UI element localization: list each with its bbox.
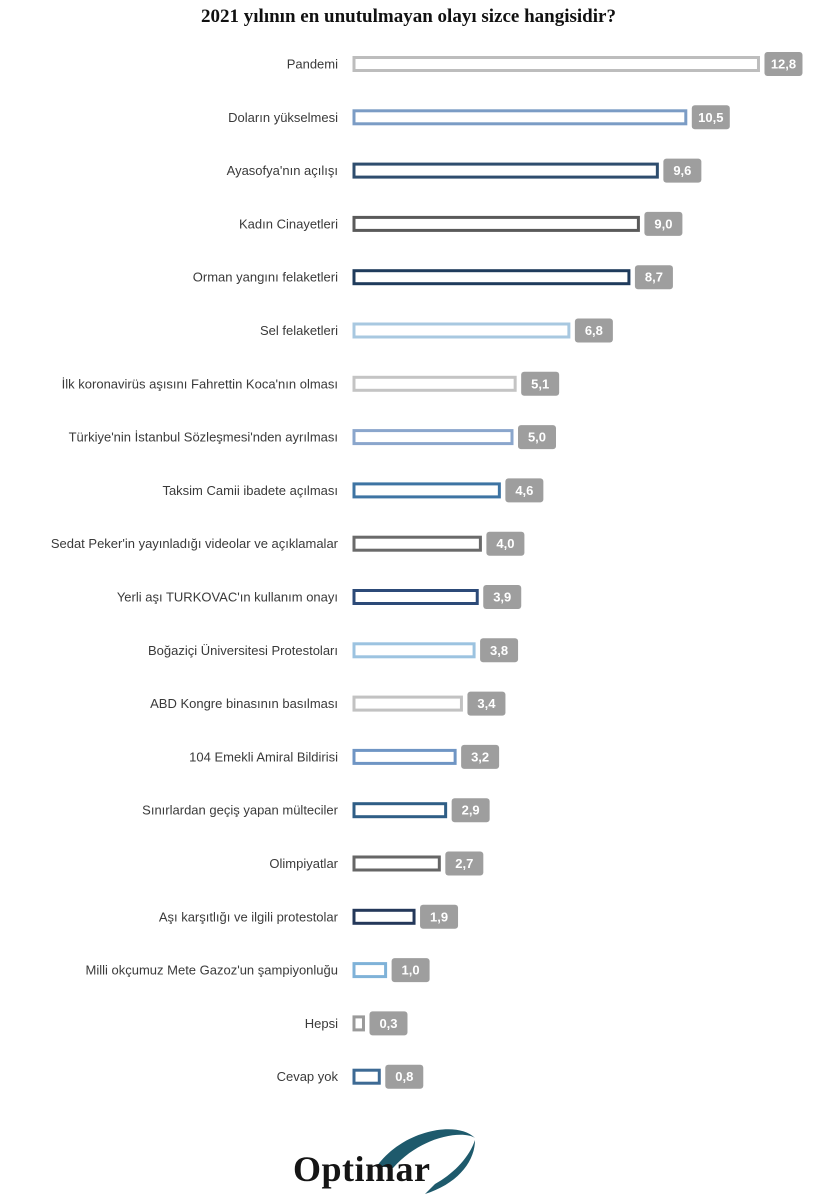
category-label: Doların yükselmesi: [228, 109, 338, 125]
bar: [354, 1017, 363, 1030]
value-label: 8,7: [644, 269, 663, 285]
value-label: 10,5: [698, 109, 724, 125]
bar: [354, 910, 414, 923]
value-label: 3,9: [493, 589, 512, 605]
category-label: ABD Kongre binasının basılması: [150, 696, 338, 712]
bar: [354, 964, 386, 977]
chart-title: 2021 yılının en unutulmayan olayı sizce hangisidir?: [201, 6, 616, 27]
value-label: 3,2: [471, 749, 490, 765]
category-label: Türkiye'nin İstanbul Sözleşmesi'nden ayrılması: [68, 429, 338, 445]
bar: [354, 58, 758, 71]
category-label: Orman yangını felaketleri: [192, 269, 338, 285]
value-label: 1,9: [430, 909, 449, 925]
bar: [354, 324, 569, 337]
bar: [354, 697, 461, 710]
value-label: 2,9: [461, 802, 480, 818]
bar: [354, 111, 686, 124]
category-label: Boğaziçi Üniversitesi Protestoları: [147, 642, 338, 658]
value-label: 5,0: [527, 429, 547, 445]
value-label: 4,0: [496, 536, 515, 552]
value-label: 6,8: [584, 323, 603, 338]
category-label: Pandemi: [286, 56, 338, 72]
category-label: Sedat Peker'in yayınladığı videolar ve açıklamalar: [50, 536, 338, 552]
bar: [354, 431, 512, 444]
value-label: 5,1: [531, 376, 550, 392]
bar: [354, 537, 480, 550]
bar: [354, 857, 439, 870]
bar: [354, 591, 477, 604]
logo-text: Optimar: [293, 1149, 431, 1189]
value-label: 12,8: [770, 56, 797, 72]
category-label: Milli okçumuz Mete Gazoz'un şampiyonluğu: [85, 962, 338, 978]
bar: [354, 377, 515, 390]
category-label: Yerli aşı TURKOVAC'ın kullanım onayı: [116, 589, 338, 605]
bar: [354, 644, 474, 657]
value-label: 3,4: [477, 696, 496, 712]
category-label: Aşı karşıtlığı ve ilgili protestolar: [158, 909, 338, 925]
value-label: 2,7: [455, 856, 474, 871]
category-label: Hepsi: [304, 1015, 338, 1031]
bar: [354, 271, 629, 284]
category-label: Cevap yok: [276, 1069, 338, 1085]
category-label: İlk koronavirüs aşısını Fahrettin Koca'nın olması: [61, 376, 338, 392]
value-label: 0,8: [395, 1069, 414, 1085]
value-label: 1,0: [401, 962, 420, 978]
category-label: Sel felaketleri: [259, 323, 338, 338]
value-label: 9,0: [654, 216, 673, 232]
category-label: Kadın Cinayetleri: [239, 216, 338, 232]
category-label: Ayasofya'nın açılışı: [226, 163, 338, 179]
category-label: Olimpiyatlar: [269, 856, 338, 871]
value-label: 3,8: [490, 642, 509, 658]
value-label: 9,6: [673, 163, 692, 179]
optimar-logo: [285, 1122, 485, 1198]
bar: [354, 750, 455, 763]
category-label: 104 Emekli Amiral Bildirisi: [189, 749, 338, 765]
bar: [354, 164, 657, 177]
bar: [354, 1070, 379, 1083]
value-label: 0,3: [379, 1015, 398, 1031]
bar: [354, 484, 499, 497]
value-label: 4,6: [515, 482, 534, 498]
bar: [354, 217, 638, 230]
category-label: Taksim Camii ibadete açılması: [162, 482, 338, 498]
bar: [354, 804, 446, 817]
category-label: Sınırlardan geçiş yapan mülteciler: [142, 802, 338, 818]
